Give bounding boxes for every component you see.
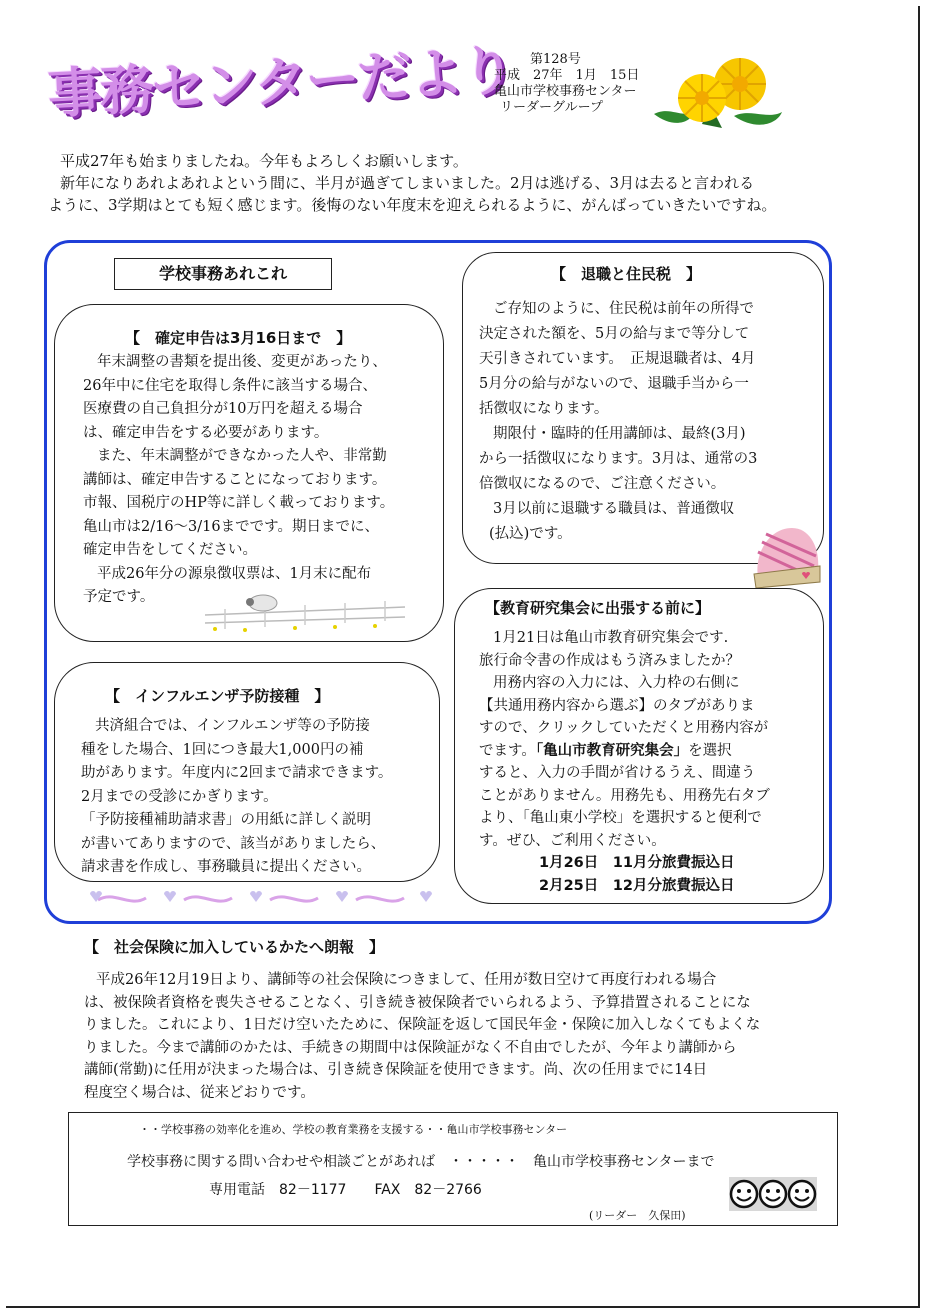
text-line: 3月以前に退職する職員は、普通徴収 xyxy=(493,501,735,517)
text-line: 年末調整の書類を提出後、変更があったり、 xyxy=(97,354,387,370)
schedule-line: 1月26日 11月分旅費振込日 xyxy=(539,855,735,871)
research-box xyxy=(454,588,824,904)
research-heading: 【教育研究集会に出張する前に】 xyxy=(485,599,711,617)
issue-group: リーダーグループ xyxy=(500,100,603,115)
schedule-line: 2月25日 12月分旅費振込日 xyxy=(539,877,735,894)
intro-text xyxy=(48,150,848,216)
flu-text xyxy=(81,715,392,880)
text-segment: を選択 xyxy=(688,742,732,759)
text-line: 亀山市は2/16～3/16までです。期日までに、 xyxy=(83,518,379,535)
event-name: 「亀山市教育研究集会」 xyxy=(535,742,689,759)
tax-return-box xyxy=(54,304,444,642)
text-line: 【共通用務内容から選ぶ】のタブがありま xyxy=(479,697,755,714)
text-segment: でます。 xyxy=(479,742,536,759)
text-line: 程度空く場合は、従来どおりです。 xyxy=(84,1084,315,1101)
text-line: 倍徴収になるので、ご注意ください。 xyxy=(479,476,726,492)
text-line: 講師(常勤)に任用が決まった場合は、引き続き保険証を使用できます。尚、次の任用までに14日 xyxy=(84,1062,708,1078)
research-text xyxy=(479,627,770,897)
intro-line: ように、3学期はとても短く感じます。後悔のない年度末を迎えられるように、がんばっていきたいですね。 xyxy=(48,196,777,214)
social-insurance-heading: 【 社会保険に加入しているかたへ朗報 】 xyxy=(84,938,385,956)
text-line: すると、入力の手間が省けるうえ、間違う xyxy=(479,765,756,781)
text-line: 予定です。 xyxy=(83,589,155,605)
text-line: 天引きされています。 正規退職者は、4月 xyxy=(479,351,756,367)
newsletter-title: 事務センターだより xyxy=(46,38,516,127)
text-line: 2月までの受診にかぎります。 xyxy=(81,788,278,805)
intro-line: 新年になりあれよあれよという間に、半月が過ぎてしまいました。2月は逃げる、3月は去ると言われる xyxy=(60,174,755,192)
text-line: 講師は、確定申告することになっております。 xyxy=(83,471,387,488)
text-line: は、被保険者資格を喪失させることなく、引き続き被保険者でいられるよう、予算措置されることにな xyxy=(84,994,751,1011)
text-line: は、確定申告をする必要があります。 xyxy=(83,424,329,441)
footer-phone: 専用電話 82－1177 FAX 82－2766 xyxy=(209,1182,482,1198)
issue-number: 第128号 xyxy=(530,52,581,67)
text-line: 種をした場合、1回につき最大1,000円の補 xyxy=(81,741,364,758)
text-line: 請求書を作成し、事務職員に提出ください。 xyxy=(81,859,371,875)
text-line: りました。これにより、1日だけ空いたために、保険証を返して国民年金・保険に加入しなくてもよくな xyxy=(84,1017,761,1033)
text-line: ことがありません。用務先も、用務先右タブ xyxy=(479,787,770,804)
text-line: ご存知のように、住民税は前年の所得で xyxy=(493,301,754,317)
footer-contact: 学校事務に関する問い合わせや相談ごとがあれば ・・・・・ 亀山市学校事務センターまで xyxy=(127,1154,715,1170)
section-tag: 学校事務あれこれ xyxy=(114,258,332,290)
text-line: 5月分の給与がないので、退職手当から一 xyxy=(479,376,749,392)
issue-date: 平成 27年 1月 15日 xyxy=(494,68,640,83)
text-line: 平成26年分の源泉徴収票は、1月末に配布 xyxy=(97,565,372,582)
issue-org: 亀山市学校事務センター xyxy=(494,84,637,99)
flu-box xyxy=(54,662,440,882)
text-line: より、「亀山東小学校」を選択すると便利で xyxy=(479,810,762,826)
flower-icon xyxy=(650,54,786,132)
intro-line: 平成27年も始まりましたね。今年もよろしくお願いします。 xyxy=(60,152,468,170)
text-line: 期限付・臨時的任用講師は、最終(3月) xyxy=(493,426,746,442)
text-line: 確定申告をしてください。 xyxy=(83,542,257,558)
retirement-heading: 【 退職と住民税 】 xyxy=(551,265,702,283)
text-line: 用務内容の入力には、入力枠の右側に xyxy=(493,675,740,691)
tax-return-heading: 【 確定申告は3月16日まで 】 xyxy=(125,329,352,347)
text-line: 医療費の自己負担分が10万円を超える場合 xyxy=(83,401,363,417)
text-line: 「予防接種補助請求書」の用紙に詳しく説明 xyxy=(81,812,371,828)
flu-heading: 【 インフルエンザ予防接種 】 xyxy=(105,687,330,705)
text-line: す。ぜひ、ご利用ください。 xyxy=(479,832,666,849)
text-line: 市報、国税庁のHP等に詳しく載っております。 xyxy=(83,495,395,511)
text-line: が書いてありますので、該当がありましたら、 xyxy=(81,835,386,852)
text-line: 1月21日は亀山市教育研究集会です. xyxy=(493,630,729,646)
footer-leader: (リーダー 久保田) xyxy=(589,1209,686,1222)
sheep-fence-icon xyxy=(205,593,405,633)
text-line: (払込)です。 xyxy=(489,526,572,542)
retirement-box xyxy=(462,252,824,564)
footer-box xyxy=(68,1112,838,1226)
text-line: すので、クリックしていただくと用務内容が xyxy=(479,720,769,736)
knit-hat-icon xyxy=(752,522,822,588)
text-line: 26年中に住宅を取得し条件に該当する場合、 xyxy=(83,377,377,394)
heart-border-icon xyxy=(84,886,440,910)
text-line: りました。今まで講師のかたは、手続きの期間中は保険証がなく不自由でしたが、今年より講師から xyxy=(84,1039,737,1056)
text-line: 括徴収になります。 xyxy=(479,401,609,417)
social-insurance-section xyxy=(84,936,844,1104)
text-line: 助があります。年度内に2回まで請求できます。 xyxy=(81,765,393,781)
retirement-text xyxy=(479,297,757,547)
tax-return-text xyxy=(83,351,394,610)
text-line: 平成26年12月19日より、講師等の社会保険につきまして、任用が数日空けて再度行われる場合 xyxy=(96,972,717,988)
footer-motto: ・・学校事務の効率化を進め、学校の教育業務を支援する・・亀山市学校事務センター xyxy=(139,1123,568,1136)
smiley-faces-icon xyxy=(729,1177,817,1211)
text-line: 共済組合では、インフルエンザ等の予防接 xyxy=(95,718,370,734)
text-line: また、年末調整ができなかった人や、非常勤 xyxy=(97,448,387,464)
text-line xyxy=(479,740,770,763)
social-insurance-text xyxy=(84,969,844,1104)
issue-info xyxy=(494,52,639,116)
text-line: 旅行命令書の作成はもう済みましたか？ xyxy=(479,652,740,669)
text-line: から一括徴収になります。3月は、通常の3 xyxy=(479,451,758,467)
text-line: 決定された額を、5月の給与まで等分して xyxy=(479,326,750,342)
